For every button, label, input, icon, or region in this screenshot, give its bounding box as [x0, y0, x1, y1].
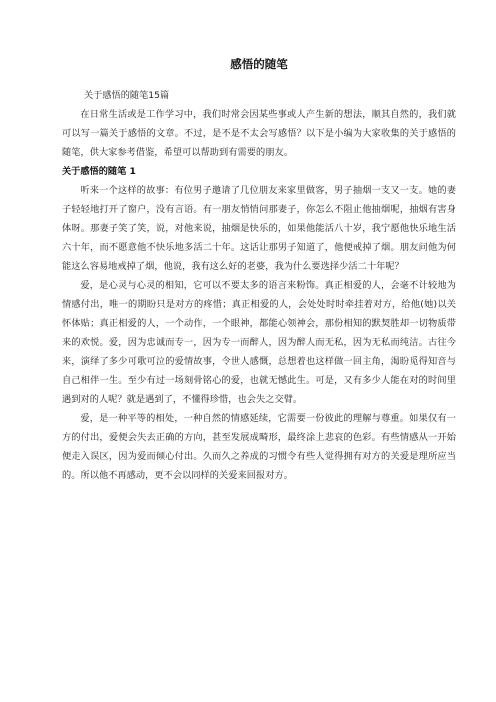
document-title: 感悟的随笔: [230, 57, 288, 71]
section-heading: 关于感悟的随笔 1: [62, 166, 136, 177]
body-paragraph-1: 听来一个这样的故事：有位男子邀请了几位朋友来家里做客，男子抽烟一支又一支。她的妻子轻轻地打开了窗户，没有言语。有一朋友悄悄问那妻子，你怎么不阻止他抽烟呢，抽烟有害身体呀。那妻子笑了笑，说，对他来说，抽烟是快乐的，如果他能活八十岁，我宁愿他快乐地生活六十年，而不愿意他不快乐地多活二十年。这话让那男子知道了，他便戒掉了烟。朋友问他为何能这么容易地戒掉了烟，他说，我有这么好的老婆，我为什么要选择少活二十年呢？: [62, 185, 456, 272]
document-subtitle: 关于感悟的随笔15篇: [84, 90, 170, 101]
body-paragraph-3: 爱，是一种平等的相处，一种自然的情感延续，它需要一份彼此的理解与尊重。如果仅有一方的付出，爱便会失去正确的方向，甚至发展成畸形，最终涂上悲哀的色彩。有些情感从一开始便走入误区，因为爱而倾心付出。久而久之养成的习惯令有些人觉得拥有对方的关爱是理所应当的。所以他不再感动，更不会以同样的关爱来回报对方。: [62, 413, 456, 481]
intro-paragraph: 在日常生活或是工作学习中，我们时常会因某些事或人产生新的想法，顺其自然的，我们就可以写一篇关于感悟的文章。不过，是不是不太会写感悟？以下是小编为大家收集的关于感悟的随笔，供大家参考借鉴，希望可以帮助到有需要的朋友。: [62, 109, 456, 158]
body-paragraph-2: 爱，是心灵与心灵的相知，它可以不要太多的语言来粉饰。真正相爱的人，会毫不计较地为情感付出，唯一的期盼只是对方的疼惜；真正相爱的人，会处处时时牵挂着对方，给他(她)以关怀体贴；真正相爱的人，一个动作，一个眼神，都能心领神会，那份相知的默契胜却一切物质带来的欢悦。爱，因为忠诚而专一，因为专一而醉人，因为醉人而无私，因为无私而纯洁。古往今来，演绎了多少可歌可泣的爱情故事，令世人感慨，总想着也这样做一回主角，渴盼觅得知音与自己相伴一生。至少有过一场刻骨铭心的爱，也就无憾此生。可是，又有多少人能在对的时间里遇到对的人呢？就是遇到了，不懂得珍惜，也会失之交臂。: [62, 280, 456, 405]
